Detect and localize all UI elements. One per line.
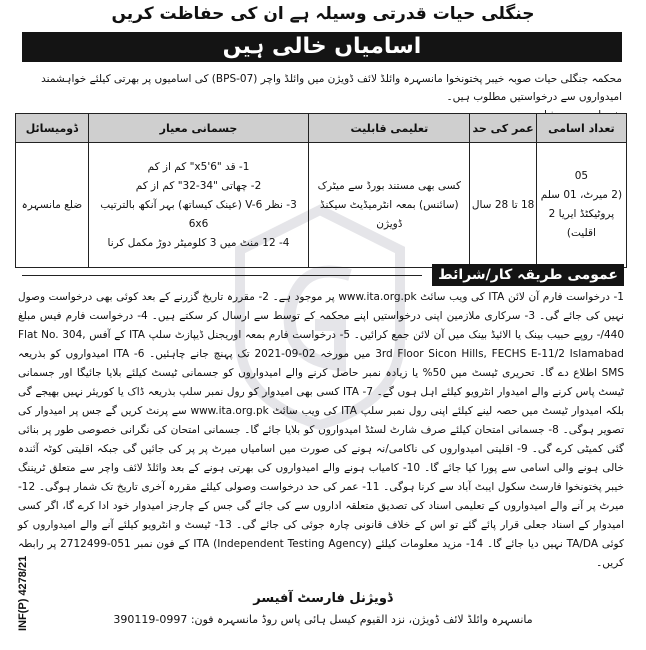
post-count-cell [536, 143, 626, 268]
post-count: 05 [574, 170, 589, 182]
physical-item: 3- نظر V-6 (عینک کیساتھ) بہر آنکھ بالترتیب 6x6 [100, 198, 297, 230]
post-breakdown: (2 میرٹ، 01 سلم پروٹیکٹڈ ایریا 2 اقلیت) [540, 189, 623, 239]
terms-heading: عمومی طریقہ کار/شرائط [432, 264, 624, 286]
physical-cell [88, 143, 308, 268]
physical-item: 4- 12 منٹ میں 3 کلومیٹر دوڑ مکمل کرنا [107, 236, 290, 249]
intro-line: محکمہ جنگلی حیات صوبہ خیبر پختونخوا مانسہرہ وائلڈ لائف ڈویژن میں وائلڈ واچر (BPS-07) کی اسامیوں پر بھرتی کیلئے خواہشمند امیدواروں سے درخواستیں مطلوب ہیں۔ [41, 73, 622, 103]
signatory-address: مانسہرہ وائلڈ لائف ڈویژن، نزد القیوم کیسل ہائی پاس روڈ مانسہرہ فون: 0997-390119 [113, 613, 533, 626]
header-education: تعلیمی قابلیت [309, 114, 470, 143]
education-cell: کسی بھی مستند بورڈ سے میٹرک (سائنس) بمعہ انٹرمیڈیٹ سیکنڈ ڈویژن [309, 143, 470, 268]
section-divider [22, 275, 422, 276]
header-post-count: تعداد اسامی [536, 114, 626, 143]
slogan: جنگلی حیات قدرتی وسیلہ ہے ان کی حفاظت کریں [111, 4, 535, 24]
table-row [16, 143, 627, 268]
header-domicile: ڈومیسائل [16, 114, 89, 143]
domicile-cell: ضلع مانسہرہ [16, 143, 89, 268]
signatory-title: ڈویژنل فارسٹ آفیسر [253, 591, 393, 606]
header-age-limit: عمر کی حد [470, 114, 536, 143]
header-physical: جسمانی معیار [88, 114, 308, 143]
physical-item: 1- قد "6'x5" کم از کم [147, 160, 250, 173]
age-cell: 18 تا 28 سال [470, 143, 536, 268]
reference-number: INF(P) 4278/21 [17, 555, 29, 631]
vacancy-banner: اسامیاں خالی ہیں [22, 32, 622, 62]
terms-body [18, 288, 624, 573]
posts-table [15, 113, 627, 268]
table-header-row [16, 114, 627, 143]
terms-paragraph: 1- درخواست فارم آن لائن ITA کی ویب سائٹ www.ita.org.pk پر موجود ہے۔ 2- مقررہ تاریخ گزرنے کے بعد کوئی بھی درخواست وصول نہیں کی جائے گی۔ 3- سرکاری ملازمین اپنی درخواستیں اپنے محکمہ کے توسط سے ارسال کر سکتے ہیں۔ 4- درخواست فارم فیس مبلغ 440/- روپے حبیب بینک یا الائیڈ بینک میں آن لائن جمع کرائیں۔ 5- درخواست فارم بمعہ اوریجنل ڈیپازٹ سلپ ITA کے آفس Flat No. 304, 3rd Floor Sicon Hills, FECHS E-11/2 Islamabad میں مورخہ 02-09-2021 تک پہنچ جانے چاہئیں۔ 6- ITA امیدواروں کو بذریعہ SMS اطلاع دے گا۔ تحریری ٹیسٹ میں 50% یا زیادہ نمبر حاصل کرنے والے امیدواروں کو جسمانی ٹیسٹ کیلئے بلایا جائیگا اور جسمانی ٹیسٹ پاس کرنے والے امیدوار انٹرویو کیلئے اہل ہوں گے۔ 7- ITA کسی بھی امیدوار کو رول نمبر سلپ بذریعہ ڈاک یا کوریئر نہیں بھیجے گی بلکہ امیدوار ٹیسٹ میں حصہ لینے کیلئے اپنی رول نمبر سلپ ITA کی ویب سائٹ www.ita.org.pk سے پرنٹ کریں گے جس پر امیدوار کی تصویر ہوگی۔ 8- جسمانی امتحان کیلئے صرف شارٹ لسٹڈ امیدواروں کو بلایا جائے گا۔ جسمانی امتحان کی نگرانی خصوصی طور پر بنائی گئی کمیٹی کرے گی۔ 9- اقلیتی امیدواروں کی ناکامی/نہ ہونے کی صورت میں اسامیاں میرٹ پر پر کی جائیں گی جبکہ اقلیتی کوٹہ آئندہ خالی ہونے والی اسامی سے پورا کیا جائے گا۔ 10- کامیاب ہونے والے امیدواروں کی بھرتی ہونے کے بعد وائلڈ لائف واچر سے متعلق ٹریننگ خیبر پختونخوا فارسٹ سکول ایبٹ آباد سے کرنا ہوگی۔ 11- عمر کی حد درخواست وصولی کیلئے مقررہ آخری تاریخ تک شمار ہوگی۔ 12- میرٹ پر آنے والے امیدواروں کے تعلیمی اسناد کی تصدیق متعلقہ اداروں سے کی جائے گی جس کے چارجز امیدوار خود ادا کرے گا، اگر کسی امیدوار کے اسناد جعلی قرار پائے گئے تو اس کے خلاف قانونی چارہ جوئی کی جائے گی۔ 13- ٹیسٹ و انٹرویو کیلئے آنے والے امیدواروں کو کوئی TA/DA نہیں دیا جائے گا۔ 14- مزید معلومات کیلئے ITA (Independent Testing Agency) کے فون نمبر 051-2712499 پر رابطہ کریں۔ [18, 291, 625, 569]
physical-item: 2- چھاتی "34-32" کم از کم [135, 179, 262, 192]
